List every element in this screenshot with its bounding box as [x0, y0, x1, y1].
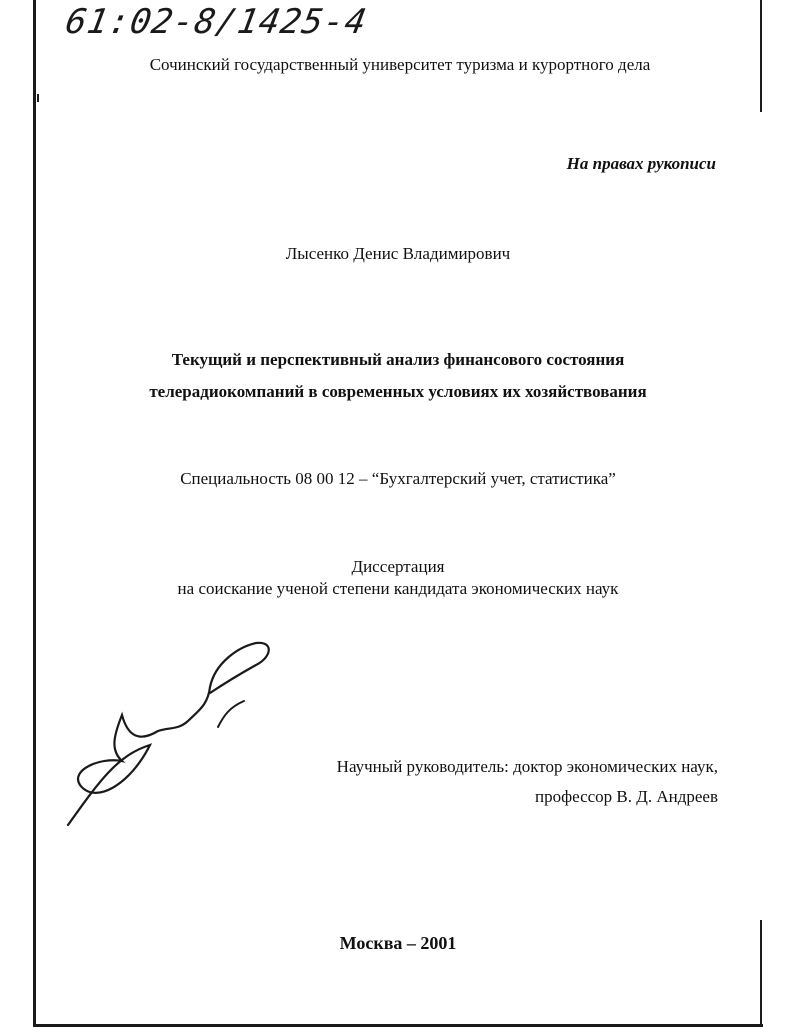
city-and-year: Москва – 2001: [339, 933, 457, 953]
signature-scribble: [60, 635, 280, 840]
scientific-advisor-line: Научный руководитель: доктор экономических наук,: [336, 757, 718, 776]
signature-stroke-main: [68, 643, 269, 825]
archive-code-handwritten: 61:02-8/1425-4: [62, 2, 371, 42]
advisor-name-line: профессор В. Д. Андреев: [535, 787, 718, 806]
author-name: Лысенко Денис Владимирович: [285, 244, 511, 263]
university-name: Сочинский государственный университет туризма и курортного дела: [149, 55, 651, 74]
scan-left-edge-mark: [37, 94, 39, 102]
thesis-title-line-2: телерадиокомпаний в современных условиях их хозяйствования: [149, 382, 647, 401]
degree-purpose-line: на соискание ученой степени кандидата экономических наук: [177, 579, 619, 598]
specialty-line: Специальность 08 00 12 – “Бухгалтерский учет, статистика”: [180, 469, 616, 488]
manuscript-rights-note: На правах рукописи: [566, 154, 716, 173]
thesis-title-line-1: Текущий и перспективный анализ финансового состояния: [171, 350, 625, 369]
dissertation-label: Диссертация: [351, 557, 445, 576]
signature-stroke-tail: [218, 701, 244, 727]
scan-left-edge-line: [33, 0, 36, 1027]
